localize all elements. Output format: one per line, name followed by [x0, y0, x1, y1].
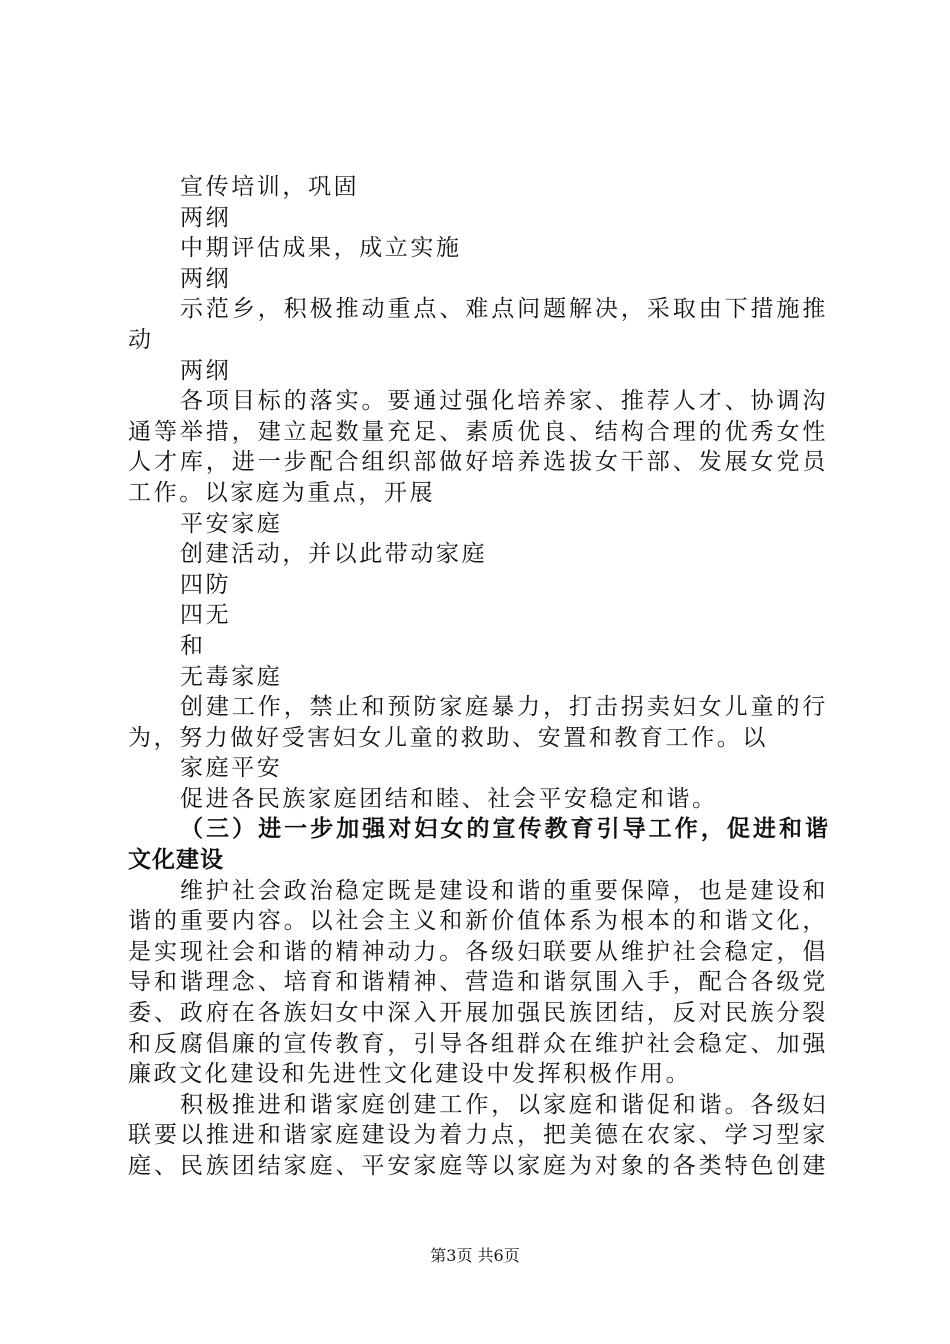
text-line: 庭、民族团结家庭、平安家庭等以家庭为对象的各类特色创建 [128, 1153, 828, 1179]
text-line: 宣传培训，巩固 [180, 174, 360, 200]
text-line: 创建活动，并以此带动家庭 [180, 541, 488, 568]
text-line: 维护社会政治稳定既是建设和谐的重要保障，也是建设和 [180, 877, 828, 904]
text-line: 廉政文化建设和先进性文化建设中发挥积极作用。 [128, 1061, 692, 1088]
text-line: 四防 [180, 571, 232, 598]
page-footer: 第3页 共6页 [430, 1246, 520, 1265]
text-line: 联要以推进和谐家庭建设为着力点，把美德在农家、学习型家 [128, 1122, 828, 1149]
text-line: 和反腐倡廉的宣传教育，引导各组群众在维护社会稳定、加强 [128, 1030, 828, 1057]
text-line: 是实现社会和谐的精神动力。各级妇联要从维护社会稳定，倡 [128, 938, 828, 965]
text-line: 平安家庭 [180, 510, 283, 537]
text-line: 中期评估成果，成立实施 [180, 235, 462, 262]
text-line: 示范乡，积极推动重点、难点问题解决，采取由下措施推 [180, 296, 828, 323]
document-body [128, 172, 828, 1182]
section-heading-line: （三）进一步加强对妇女的宣传教育引导工作，促进和谐 [180, 816, 828, 843]
text-line: 创建工作，禁止和预防家庭暴力，打击拐卖妇女儿童的行 [180, 694, 828, 721]
text-line: 各项目标的落实。要通过强化培养家、推荐人才、协调沟 [180, 388, 828, 415]
text-line: 导和谐理念、培育和谐精神、营造和谐氛围入手，配合各级党 [128, 969, 828, 996]
text-line: 人才库，进一步配合组织部做好培养选拔女干部、发展女党员 [128, 449, 828, 476]
section-heading-line: 文化建设 [128, 847, 224, 874]
text-line: 无毒家庭 [180, 663, 283, 690]
text-line: 两纲 [180, 357, 232, 384]
text-line: 工作。以家庭为重点，开展 [128, 479, 436, 506]
text-line: 通等举措，建立起数量充足、素质优良、结构合理的优秀女性 [128, 418, 828, 445]
text-line: 四无 [180, 602, 232, 629]
text-line: 两纲 [180, 204, 232, 231]
text-line: 谐的重要内容。以社会主义和新价值体系为根本的和谐文化， [128, 908, 828, 935]
text-line: 两纲 [180, 265, 232, 292]
text-line: 促进各民族家庭团结和睦、社会平安稳定和谐。 [180, 785, 718, 812]
text-line: 委、政府在各族妇女中深入开展加强民族团结，反对民族分裂 [128, 1000, 828, 1027]
text-line: 为，努力做好受害妇女儿童的救助、安置和教育工作。以 [128, 724, 768, 751]
text-line: 动 [128, 326, 154, 353]
text-line: 和 [180, 632, 206, 659]
text-line: 积极推进和谐家庭创建工作，以家庭和谐促和谐。各级妇 [180, 1091, 828, 1118]
text-line: 家庭平安 [180, 755, 283, 782]
